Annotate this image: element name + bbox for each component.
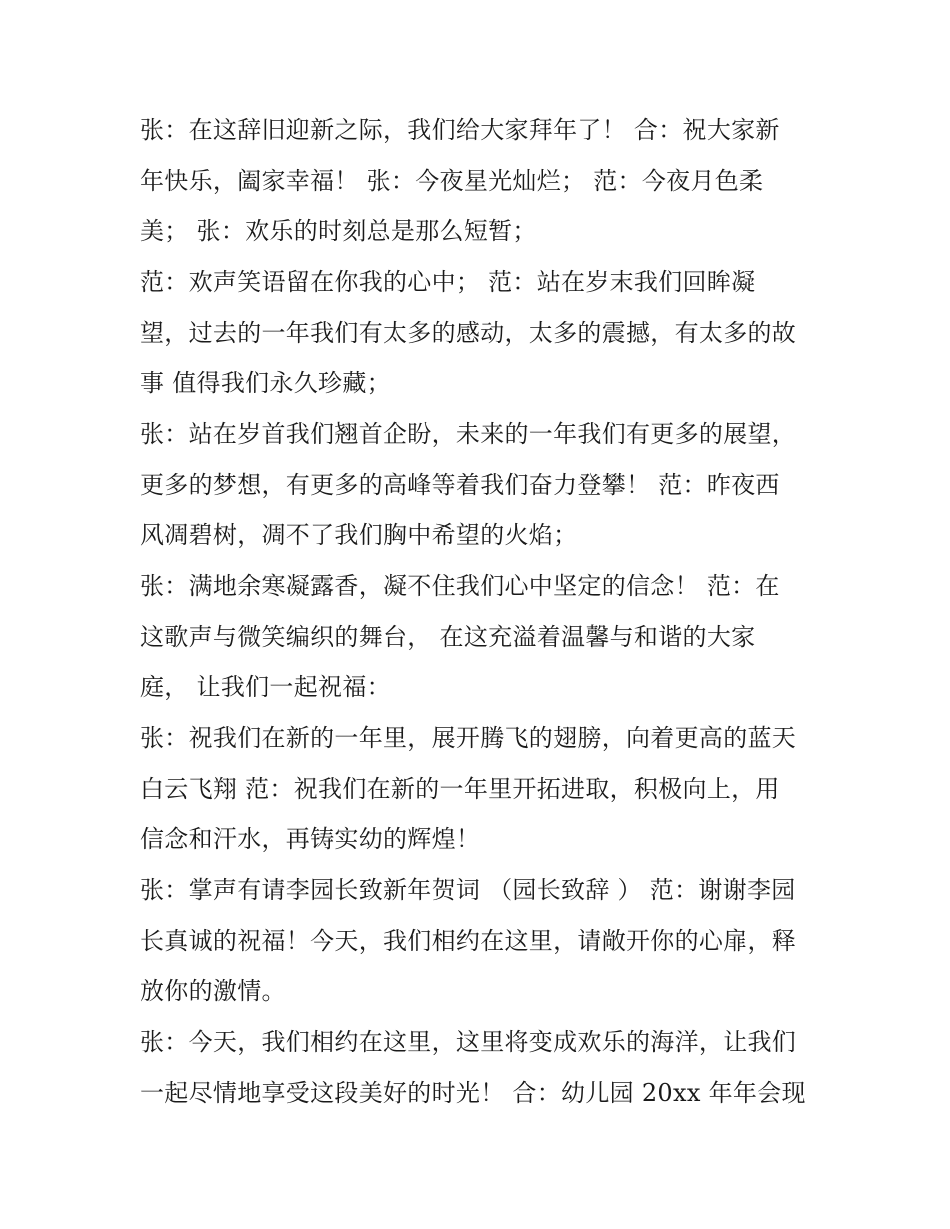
text-line: 张：今天，我们相约在这里，这里将变成欢乐的海洋，让我们 (140, 1028, 797, 1056)
text-line: 风凋碧树，凋不了我们胸中希望的火焰； (140, 521, 578, 549)
text-line: 张：祝我们在新的一年里，展开腾飞的翅膀，向着更高的蓝天 (140, 724, 797, 752)
text-line: 庭， 让我们一起祝福： (140, 673, 391, 701)
text-line: 放你的激情。 (140, 977, 286, 1005)
text-line: 更多的梦想，有更多的高峰等着我们奋力登攀！ 范：昨夜西 (140, 471, 780, 499)
text-line: 张：在这辞旧迎新之际，我们给大家拜年了！ 合：祝大家新 (140, 116, 780, 144)
text-line: 信念和汗水，再铸实幼的辉煌！ (140, 825, 481, 853)
text-line: 一起尽情地享受这段美好的时光！ 合：幼儿园 20xx 年年会现 (140, 1079, 806, 1107)
text-line: 美； 张：欢乐的时刻总是那么短暂； (140, 217, 537, 245)
text-line: 这歌声与微笑编织的舞台， 在这充溢着温馨与和谐的大家 (140, 623, 756, 651)
text-line: 长真诚的祝福！今天，我们相约在这里，请敞开你的心扉，释 (140, 927, 797, 955)
text-line: 张：掌声有请李园长致新年贺词 （园长致辞 ） 范：谢谢李园 (140, 876, 796, 904)
text-line: 张：站在岁首我们翘首企盼，未来的一年我们有更多的展望， (140, 420, 797, 448)
text-line: 事 值得我们永久珍藏； (140, 369, 391, 397)
text-line: 白云飞翔 范：祝我们在新的一年里开拓进取，积极向上，用 (140, 775, 780, 803)
text-line: 望，过去的一年我们有太多的感动，太多的震撼，有太多的故 (140, 319, 797, 347)
text-line: 年快乐，阖家幸福！ 张：今夜星光灿烂； 范：今夜月色柔 (140, 167, 764, 195)
text-line: 范：欢声笑语留在你我的心中； 范：站在岁末我们回眸凝 (140, 268, 756, 296)
text-line: 张：满地余寒凝露香，凝不住我们心中坚定的信念！ 范：在 (140, 572, 780, 600)
